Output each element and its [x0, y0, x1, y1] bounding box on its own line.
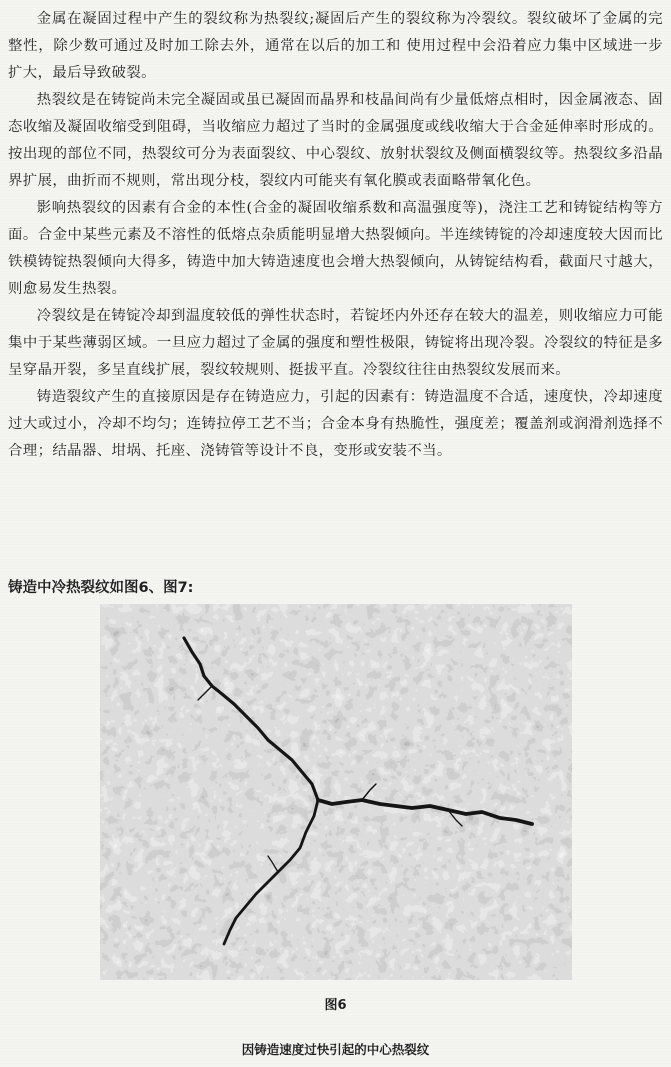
paragraph-crack-causes: 铸造裂纹产生的直接原因是存在铸造应力，引起的因素有：铸造温度不合适，速度快，冷却速度过大或过小，冷却不均匀；连铸拉停工艺不当；合金本身有热脆性，强度差；覆盖剂或润滑剂选择不合理；结晶器、坩埚、托座、浇铸管等设计不良，变形或安装不当。	[8, 389, 663, 459]
section-heading: 铸造中冷热裂纹如图6、图7:	[8, 580, 194, 596]
paragraph-hot-crack: 热裂纹是在铸锭尚未完全凝固或虽已凝固而晶界和枝晶间尚有少量低熔点相时，因金属液态、固态收缩及凝固收缩受到阻碍，当收缩应力超过了当时的金属强度或线收缩大于合金延伸率时形成的。按出现的部位不同，热裂纹可分为表面裂纹、中心裂纹、放射状裂纹及侧面横裂纹等。热裂纹多沿晶界扩展，曲折而不规则，常出现分枝，裂纹内可能夹有氧化膜或表面略带氧化色。	[8, 92, 663, 189]
paragraph-hot-crack-factors: 影响热裂纹的因素有合金的本性(合金的凝固收缩系数和高温强度等)，浇注工艺和铸锭结构等方面。合金中某些元素及不溶性的低熔点杂质能明显增大热裂倾向。半连续铸锭的冷却速度较大因而比铁模铸锭热裂倾向大得多，铸造中加大铸造速度也会增大热裂倾向，从铸锭结构看，截面尺寸越大，则愈易发生热裂。	[8, 200, 663, 297]
figure-micrograph	[100, 604, 572, 980]
paragraph-crack-definition: 金属在凝固过程中产生的裂纹称为热裂纹;凝固后产生的裂纹称为冷裂纹。裂纹破坏了金属的完整性，除少数可通过及时加工除去外，通常在以后的加工和 使用过程中会沿着应力集中区域进一步扩大，最后导致破裂。	[8, 11, 663, 81]
article-body	[8, 6, 663, 465]
micrograph-image	[100, 604, 572, 980]
paragraph-cold-crack: 冷裂纹是在铸锭冷却到温度较低的弹性状态时，若锭坯内外还存在较大的温差，则收缩应力可能集中于某些薄弱区域。一旦应力超过了金属的强度和塑性极限，铸锭将出现冷裂。冷裂纹的特征是多呈穿晶开裂，多呈直线扩展，裂纹较规则、挺拔平直。冷裂纹往往由热裂纹发展而来。	[8, 308, 663, 378]
figure-label: 图6	[324, 998, 347, 1013]
figure-caption: 因铸造速度过快引起的中心热裂纹	[241, 1042, 430, 1057]
